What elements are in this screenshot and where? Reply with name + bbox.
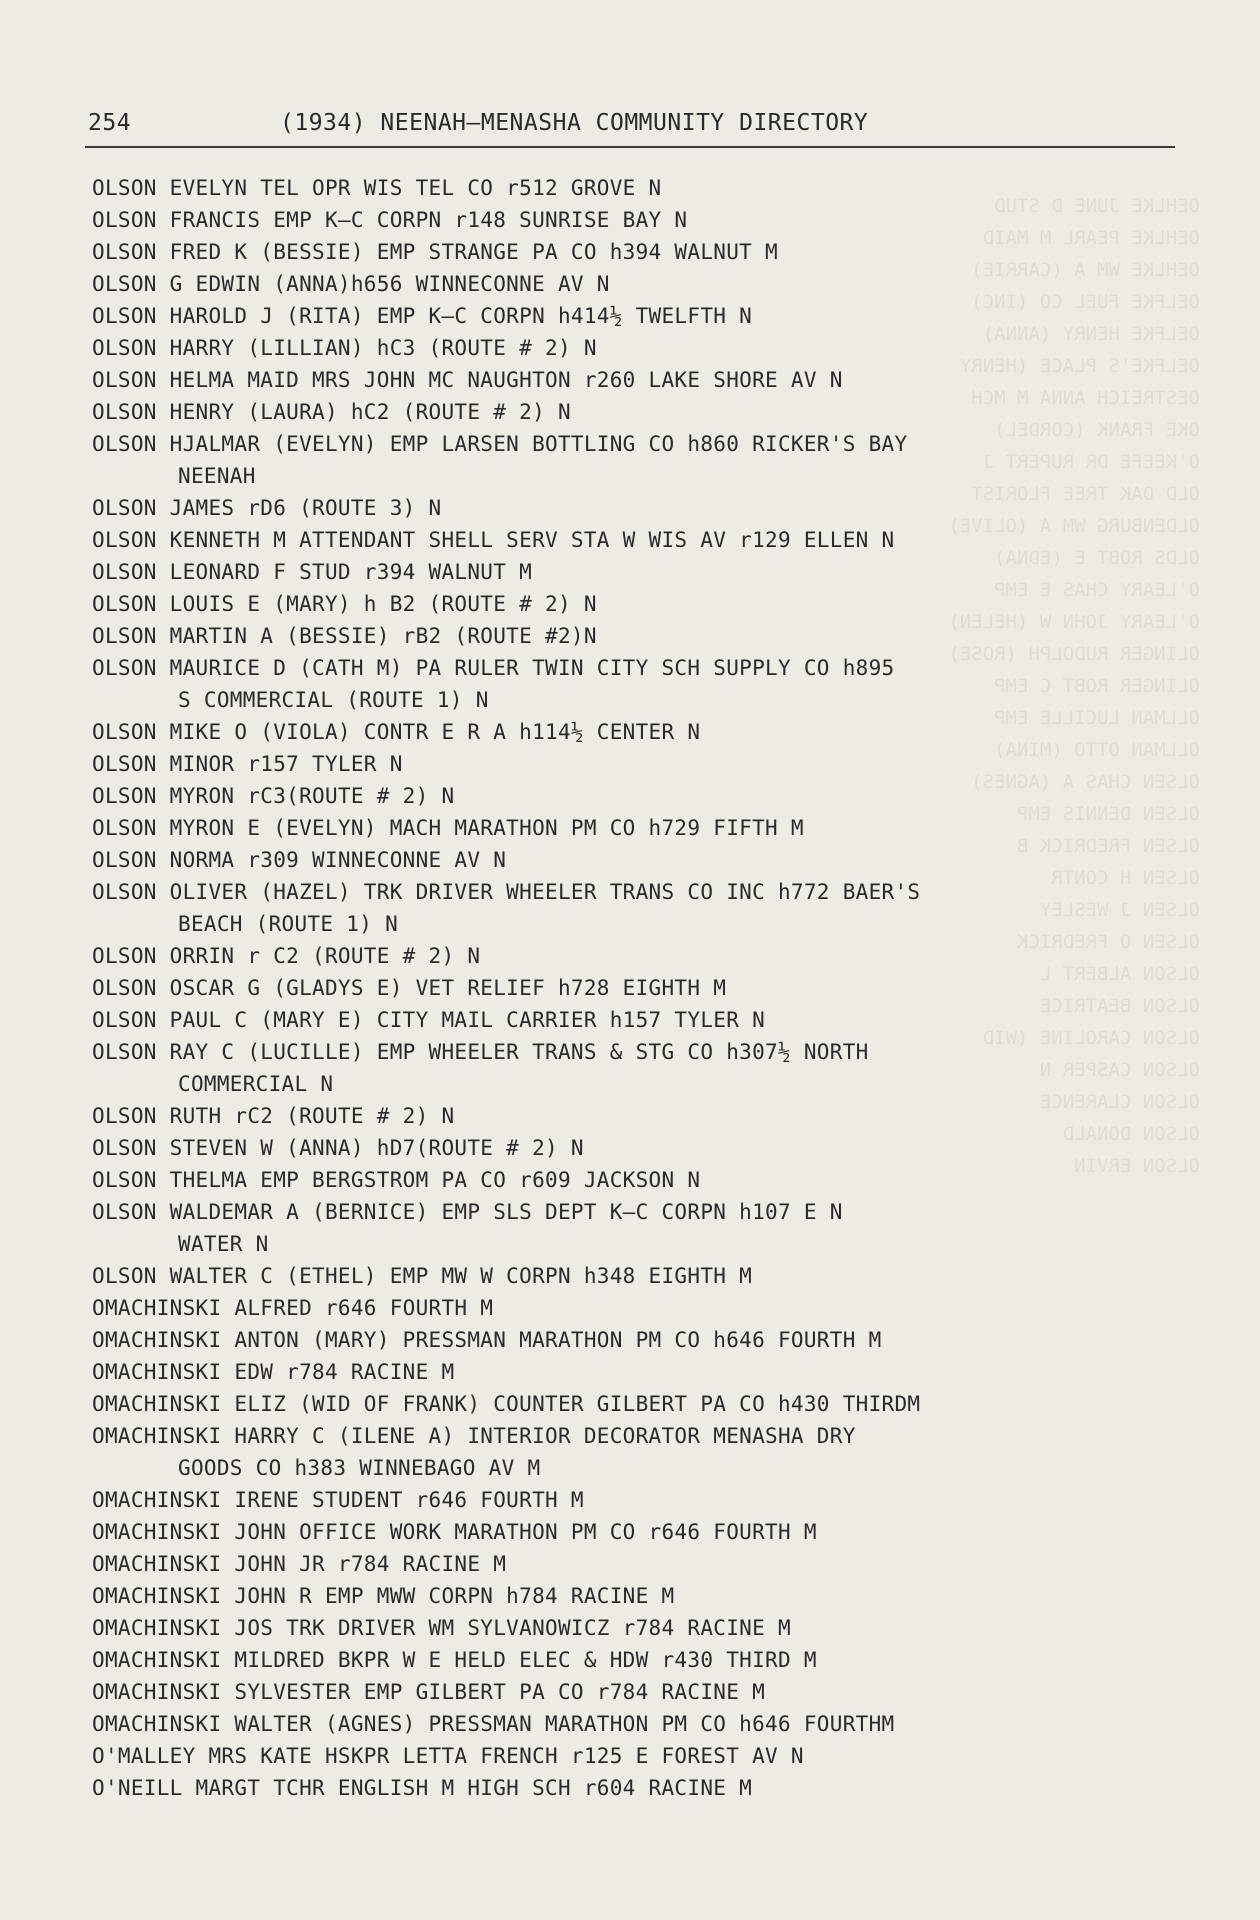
directory-entry: OMACHINSKI EDW r784 RACINE M xyxy=(92,1360,455,1384)
directory-entry: OLSON FRANCIS EMP K—C CORPN r148 SUNRISE BAY N xyxy=(92,208,688,232)
directory-entry: OLSON RAY C (LUCILLE) EMP WHEELER TRANS & STG CO h307½ NORTH xyxy=(92,1040,869,1064)
directory-entry: OLSON MYRON rC3(ROUTE # 2) N xyxy=(92,784,455,808)
directory-entry: OMACHINSKI JOS TRK DRIVER WM SYLVANOWICZ r784 RACINE M xyxy=(92,1616,791,1640)
directory-entry-continuation: S COMMERCIAL (ROUTE 1) N xyxy=(178,688,489,712)
directory-entry: OMACHINSKI WALTER (AGNES) PRESSMAN MARATHON PM CO h646 FOURTHM xyxy=(92,1712,895,1736)
directory-entry: OLSON STEVEN W (ANNA) hD7(ROUTE # 2) N xyxy=(92,1136,584,1160)
directory-entry: OLSON HJALMAR (EVELYN) EMP LARSEN BOTTLING CO h860 RICKER'S BAY xyxy=(92,432,908,456)
directory-entry: OLSON G EDWIN (ANNA)h656 WINNECONNE AV N xyxy=(92,272,610,296)
directory-entry: OMACHINSKI ANTON (MARY) PRESSMAN MARATHON PM CO h646 FOURTH M xyxy=(92,1328,882,1352)
directory-entry: OLSON PAUL C (MARY E) CITY MAIL CARRIER h157 TYLER N xyxy=(92,1008,766,1032)
directory-entry: OLSON HARRY (LILLIAN) hC3 (ROUTE # 2) N xyxy=(92,336,597,360)
directory-entry: OMACHINSKI SYLVESTER EMP GILBERT PA CO r784 RACINE M xyxy=(92,1680,766,1704)
directory-entry-continuation: GOODS CO h383 WINNEBAGO AV M xyxy=(178,1456,541,1480)
directory-entry: OLSON ORRIN r C2 (ROUTE # 2) N xyxy=(92,944,481,968)
directory-entry: OLSON MINOR r157 TYLER N xyxy=(92,752,403,776)
directory-entry: O'MALLEY MRS KATE HSKPR LETTA FRENCH r125 E FOREST AV N xyxy=(92,1744,804,1768)
directory-entry: OLSON HAROLD J (RITA) EMP K—C CORPN h414½ TWELFTH N xyxy=(92,304,753,328)
directory-entry: OLSON MARTIN A (BESSIE) rB2 (ROUTE #2)N xyxy=(92,624,597,648)
directory-entry: OLSON WALTER C (ETHEL) EMP MW W CORPN h348 EIGHTH M xyxy=(92,1264,753,1288)
directory-entry-continuation: NEENAH xyxy=(178,464,256,488)
directory-entry-continuation: COMMERCIAL N xyxy=(178,1072,334,1096)
directory-entry: OMACHINSKI MILDRED BKPR W E HELD ELEC & HDW r430 THIRD M xyxy=(92,1648,817,1672)
directory-entry: OLSON NORMA r309 WINNECONNE AV N xyxy=(92,848,507,872)
directory-entry: OMACHINSKI HARRY C (ILENE A) INTERIOR DECORATOR MENASHA DRY xyxy=(92,1424,856,1448)
directory-entry-continuation: BEACH (ROUTE 1) N xyxy=(178,912,399,936)
directory-entry: OLSON FRED K (BESSIE) EMP STRANGE PA CO h394 WALNUT M xyxy=(92,240,778,264)
directory-entry: OLSON OLIVER (HAZEL) TRK DRIVER WHEELER TRANS CO INC h772 BAER'S xyxy=(92,880,921,904)
directory-entry: OLSON WALDEMAR A (BERNICE) EMP SLS DEPT K—C CORPN h107 E N xyxy=(92,1200,843,1224)
directory-entry: OLSON MIKE O (VIOLA) CONTR E R A h114½ CENTER N xyxy=(92,720,701,744)
directory-entry: OMACHINSKI JOHN R EMP MWW CORPN h784 RACINE M xyxy=(92,1584,675,1608)
directory-entry: OLSON LEONARD F STUD r394 WALNUT M xyxy=(92,560,533,584)
show-through-texture: OEHLKE JUNE D STUD OEHLKE PEARL M MAID OEHLKE WM A (CARRIE) OELFKE FUEL CO (INC) OELFKE HENRY (ANNA) OELFKE'S PLACE (HENRY OESTREICH ANNA M MCH OKE FRANK (CORDEL) O'KEEFE DR RUPERT J OLD OAK TREE FLORIST OLDENBURG WM A (OLIVE) OLDS ROBT E (EDNA) O'LEARY CHAS E EMP O'LEARY JOHN W (HELEN) OLINGER RUDOLPH (ROSE) OLINGER ROBT C EMP OLLMAN LUCILLE EMP OLLMAN OTTO (MINA) OLSEN CHAS A (AGNES) OLSEN DENNIS EMP OLSEN FREDRICK B OLSEN H CONTR OLSEN J WESLEY OLSEN O FREDRICK OLSON ALBERT L OLSON BEATRICE OLSON CAROLINE (WID OLSON CASPER N OLSON CLARENCE OLSON DONALD OLSON ERVIN xyxy=(948,195,1200,1177)
directory-entry: OMACHINSKI IRENE STUDENT r646 FOURTH M xyxy=(92,1488,584,1512)
directory-entry: OLSON MYRON E (EVELYN) MACH MARATHON PM CO h729 FIFTH M xyxy=(92,816,804,840)
page-header xyxy=(85,106,1175,148)
directory-entry: OMACHINSKI JOHN OFFICE WORK MARATHON PM CO r646 FOURTH M xyxy=(92,1520,817,1544)
directory-entry: OLSON LOUIS E (MARY) h B2 (ROUTE # 2) N xyxy=(92,592,597,616)
directory-entry: OLSON HELMA MAID MRS JOHN MC NAUGHTON r260 LAKE SHORE AV N xyxy=(92,368,843,392)
directory-entry: OLSON EVELYN TEL OPR WIS TEL CO r512 GROVE N xyxy=(92,176,662,200)
page-number: 254 xyxy=(88,110,132,136)
directory-entry: OMACHINSKI ELIZ (WID OF FRANK) COUNTER GILBERT PA CO h430 THIRDM xyxy=(92,1392,921,1416)
directory-entry: OLSON HENRY (LAURA) hC2 (ROUTE # 2) N xyxy=(92,400,571,424)
directory-entry: OMACHINSKI JOHN JR r784 RACINE M xyxy=(92,1552,507,1576)
directory-entries xyxy=(92,172,1202,1804)
directory-entry-continuation: WATER N xyxy=(178,1232,269,1256)
page-title: (1934) NEENAH—MENASHA COMMUNITY DIRECTORY xyxy=(280,110,869,136)
directory-entry: OMACHINSKI ALFRED r646 FOURTH M xyxy=(92,1296,494,1320)
directory-entry: OLSON OSCAR G (GLADYS E) VET RELIEF h728 EIGHTH M xyxy=(92,976,727,1000)
directory-entry: OLSON THELMA EMP BERGSTROM PA CO r609 JACKSON N xyxy=(92,1168,701,1192)
directory-entry: OLSON KENNETH M ATTENDANT SHELL SERV STA W WIS AV r129 ELLEN N xyxy=(92,528,895,552)
directory-entry: OLSON RUTH rC2 (ROUTE # 2) N xyxy=(92,1104,455,1128)
directory-entry: O'NEILL MARGT TCHR ENGLISH M HIGH SCH r604 RACINE M xyxy=(92,1776,753,1800)
directory-entry: OLSON MAURICE D (CATH M) PA RULER TWIN CITY SCH SUPPLY CO h895 xyxy=(92,656,895,680)
directory-entry: OLSON JAMES rD6 (ROUTE 3) N xyxy=(92,496,442,520)
